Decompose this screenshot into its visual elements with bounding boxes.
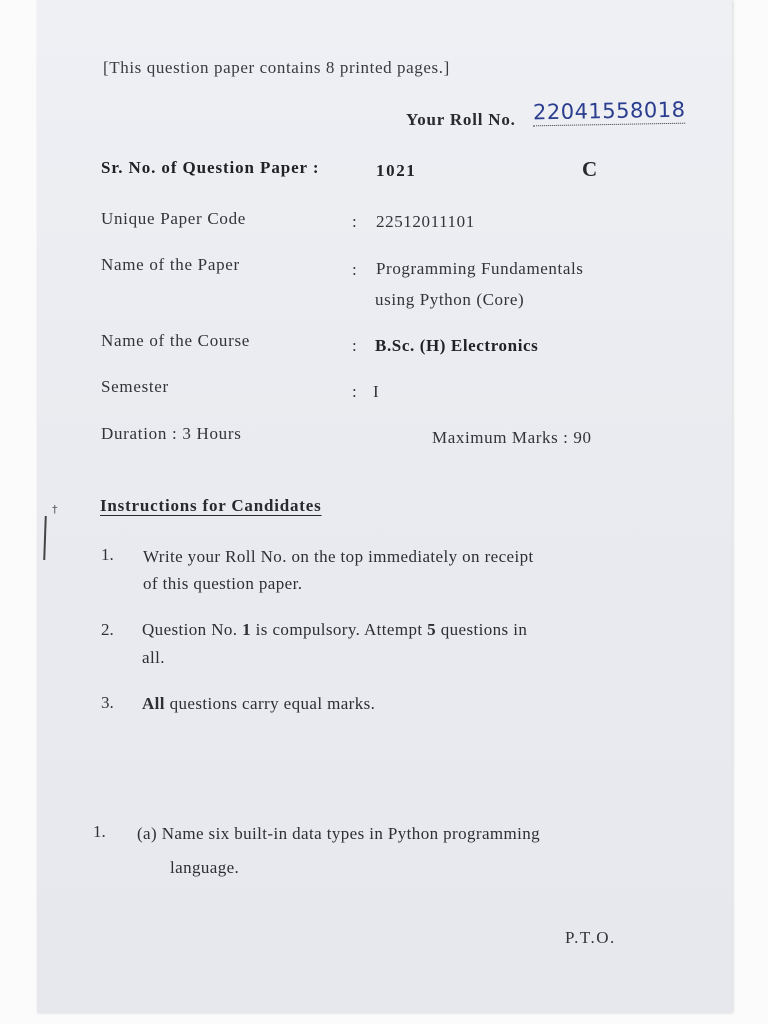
instruction-1-number: 1. [101,545,114,564]
instruction-2-question-number: 1 [242,620,252,639]
please-turn-over: P.T.O. [565,928,616,947]
instruction-1-line2: of this question paper. [143,574,303,593]
instruction-2-text-e: questions in [436,620,528,639]
semester-value: I [373,382,380,401]
instruction-2-attempt-count: 5 [427,620,437,639]
page-count-note: [This question paper contains 8 printed pages.] [103,58,450,77]
roll-number-label: Your Roll No. [406,110,516,129]
course-name-label: Name of the Course [101,331,251,350]
upc-colon: : [352,212,357,231]
instruction-3-all: All [142,694,165,713]
instruction-2-number: 2. [101,620,114,639]
unique-paper-code-value: 22512011101 [376,212,475,231]
instruction-3-text: questions carry equal marks. [164,694,376,713]
course-name-value: B.Sc. (H) Electronics [375,336,539,355]
instruction-3-line1 [142,694,375,714]
instruction-2-text-c: is compulsory. Attempt [251,620,428,639]
paper-name-value-line1: Programming Fundamentals [376,259,584,278]
margin-tick-mark: † [52,503,58,516]
unique-paper-code-label: Unique Paper Code [101,209,247,228]
instructions-heading: Instructions for Candidates [100,496,322,515]
question-1a-line1: (a) Name six built-in data types in Python programming [137,824,541,843]
instruction-3-number: 3. [101,693,114,712]
paper-name-colon: : [352,260,357,279]
course-colon: : [352,336,357,355]
roll-number-handwritten: 22041558018 [532,97,686,125]
duration-label: Duration : 3 Hours [101,424,242,443]
semester-label: Semester [101,377,169,396]
instruction-2-text-a: Question No. [142,620,243,639]
instruction-1-line1: Write your Roll No. on the top immediately on receipt [143,547,534,566]
question-1a-line2: language. [170,858,240,877]
maximum-marks-label: Maximum Marks : 90 [432,428,592,447]
semester-colon: : [352,382,357,401]
paper-name-value-line2: using Python (Core) [375,290,525,309]
paper-name-label: Name of the Paper [101,255,240,274]
instruction-2-line2: all. [142,648,165,667]
sr-no-value: 1021 [376,161,417,180]
paper-set-letter: C [582,157,598,181]
question-1-number: 1. [93,822,106,841]
sr-no-label: Sr. No. of Question Paper : [101,158,320,177]
instruction-2-line1 [142,620,527,640]
